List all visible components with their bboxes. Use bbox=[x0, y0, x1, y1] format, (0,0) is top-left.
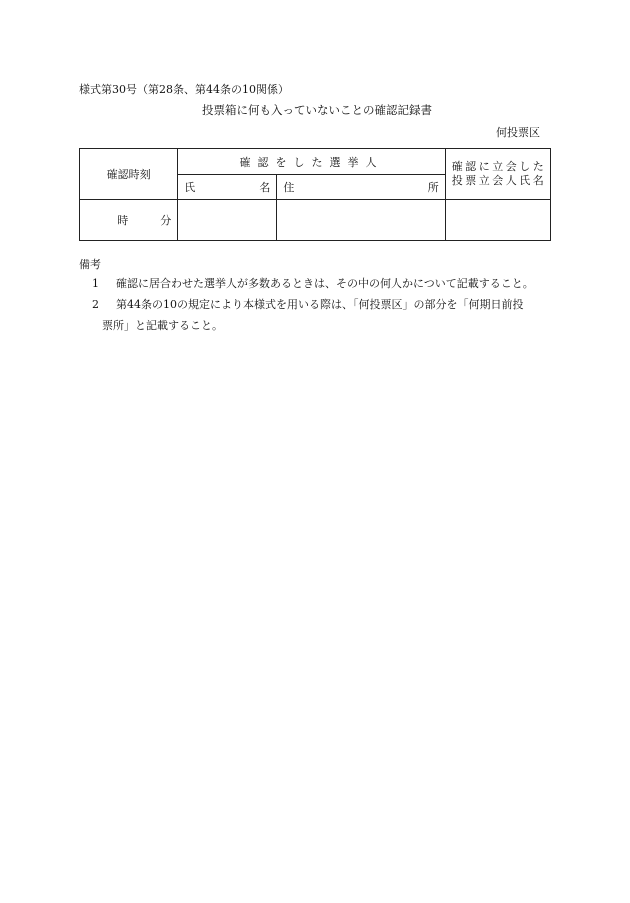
form-number: 様式第30号（第28条、第44条の10関係） bbox=[79, 83, 289, 96]
name-header bbox=[178, 175, 277, 200]
address-header-char-2: 所 bbox=[427, 181, 439, 194]
confirmer-header: 確認をした選挙人 bbox=[178, 149, 446, 175]
table-header-row bbox=[80, 149, 551, 175]
name-header-char-2: 名 bbox=[259, 181, 271, 194]
witness-header bbox=[445, 149, 550, 200]
address-header bbox=[277, 175, 445, 200]
remark-note-2 bbox=[92, 294, 562, 336]
polling-district: 何投票区 bbox=[496, 126, 540, 139]
confirmation-record-table bbox=[79, 148, 551, 241]
witness-header-line1: 確認に立会した bbox=[451, 160, 547, 173]
confirm-time-header: 確認時刻 bbox=[80, 149, 178, 200]
confirm-time-cell[interactable] bbox=[80, 200, 178, 241]
remark-note-2-text-line2: 票所」と記載すること。 bbox=[102, 319, 223, 332]
remarks-heading: 備考 bbox=[79, 258, 101, 271]
minute-label: 分 bbox=[160, 214, 172, 227]
remark-note-1-text: 確認に居合わせた選挙人が多数あるときは、その中の何人かについて記載すること。 bbox=[116, 277, 534, 290]
name-header-char-1: 氏 bbox=[184, 181, 196, 194]
confirmer-name-cell[interactable] bbox=[178, 200, 277, 241]
remark-note-1-number: 1 bbox=[92, 277, 99, 290]
remark-note-1 bbox=[92, 273, 562, 294]
confirmer-address-cell[interactable] bbox=[277, 200, 445, 241]
address-header-char-1: 住 bbox=[283, 181, 295, 194]
witness-header-line2: 投票立会人氏名 bbox=[451, 174, 547, 187]
document-title: 投票箱に何も入っていないことの確認記録書 bbox=[202, 103, 432, 117]
witness-name-cell[interactable] bbox=[445, 200, 550, 241]
table-entry-row bbox=[80, 200, 551, 241]
hour-label: 時 bbox=[117, 214, 129, 227]
remark-note-2-number: 2 bbox=[92, 298, 99, 311]
remark-note-2-text-line1: 第44条の10の規定により本様式を用いる際は、「何投票区」の部分を「何期日前投 bbox=[116, 298, 524, 311]
